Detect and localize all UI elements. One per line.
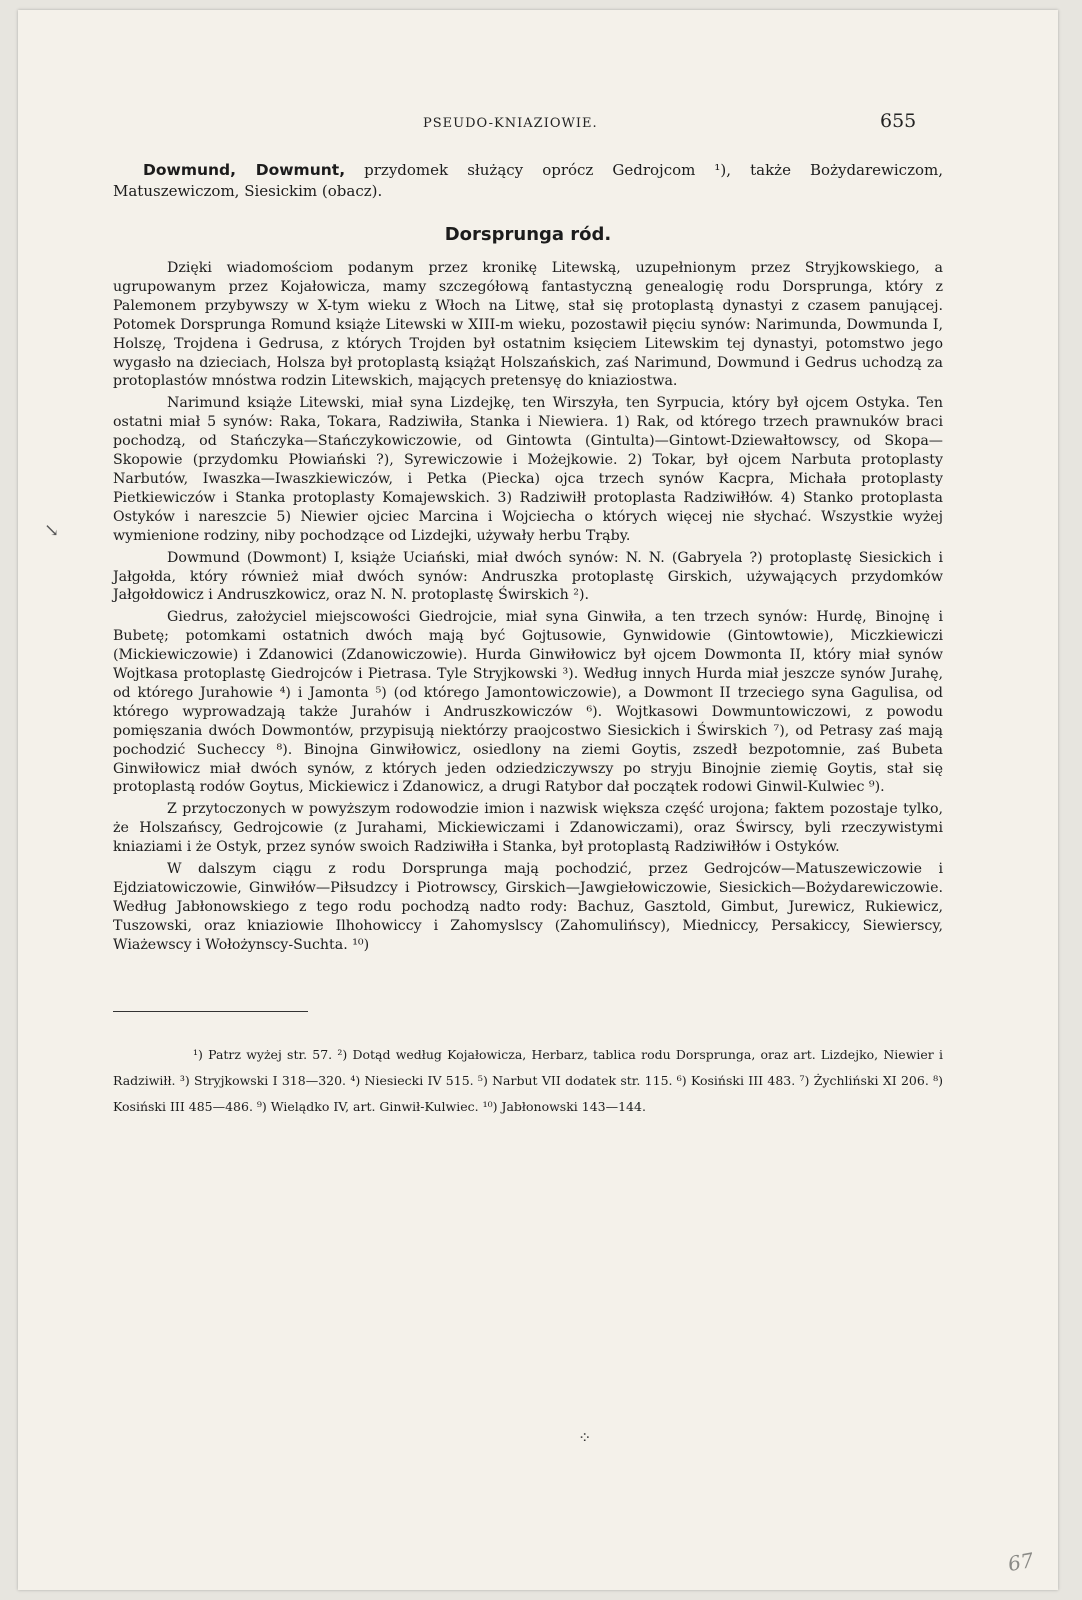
section-title: Dorsprunga ród. <box>444 224 612 245</box>
page-header <box>18 110 1058 140</box>
paragraph-descendants: W dalszym ciągu z rodu Dorsprunga mają pochodzić, przez Gedrojców—Matuszewiczowie i Ejdziatowiczowie, Ginwiłów—Piłsudzcy i Piotrowscy, Girskich—Jawgiełowiczowie, Siesickich—Bożydarewiczowie. Według Jabłonowskiego z tego rodu pochodzą nadto rody: Bachuz, Gasztold, Gimbut, Jurewicz, Rukiewicz, Tuszowski, oraz kniaziowie Ilhohowiccy i Zahomyslscy (Zahomulińscy), Miedniccy, Persakiccy, Siewierscy, Wiażewscy i Wołożynscy-Suchta. ¹⁰) <box>113 861 943 953</box>
paragraph-dowmund: Dowmund (Dowmont) I, książe Uciański, miał dwóch synów: N. N. (Gabryela ?) protoplastę Siesickich i Jałgołda, który również miał dwóch synów: Andruszka protoplastę Girskich, używających przydomków Jałgołdowicz i Andruszkowicz, oraz N. N. protoplastę Świrskich ²). <box>113 549 943 604</box>
footnotes <box>113 1042 943 1120</box>
print-mark-icon: ⁘ <box>578 1428 592 1447</box>
pencil-mark-icon: ↘ <box>44 520 60 541</box>
page-number: 655 <box>880 110 917 132</box>
dictionary-entry <box>113 160 943 202</box>
paragraph-origin: Dzięki wiadomościom podanym przez kronikę Litewską, uzupełnionym przez Stryjkowskiego, a ugrupowanym przez Kojałowicza, mamy szczegółową fantastyczną genealogię rodu Dorsprunga, który z Palemonem przybywszy w X-tym wieku z Włoch na Litwę, stał się protoplastą dynastyi z czasem panującej. Potomek Dorsprunga Romund książe Litewski w XIII-m wieku, pozostawił pięciu synów: Narimunda, Dowmunda I, Holszę, Trojdena i Gedrusa, z których Trojden był ostatnim księciem Litewskim tej dynastyi, potomstwo jego wygasło na dzieciach, Holsza był protoplastą książąt Holszańskich, zaś Narimund, Dowmund i Gedrus uchodzą za protoplastów mnóstwa rodzin Litewskich, mających pretensyę do kniaziostwa. <box>113 260 943 390</box>
paragraph-narimund: Narimund książe Litewski, miał syna Lizdejkę, ten Wirszyła, ten Syrpucia, który był ojcem Ostyka. Ten ostatni miał 5 synów: Raka, Tokara, Radziwiła, Stanka i Niewiera. 1) Rak, od którego trzech prawnuków braci pochodzą, od Stańczyka—Stańczykowiczowie, od Gintowta (Gintulta)—Gintowt-Dziewałtowscy, od Skopa—Skopowie (przydomku Płowiański ?), Syrewiczowie i Możejkowie. 2) Tokar, był ojcem Narbuta protoplasty Narbutów, Iwaszka—Iwaszkiewiczów, i Petka (Piecka) ojca trzech synów Kacpra, Michała protoplasty Pietkiewiczów i Stanka protoplasty Komajewskich. 3) Radziwiłł protoplasta Radziwiłłów. 4) Stanko protoplasta Ostyków i nareszcie 5) Niewier ojciec Marcina i Wojciecha o których więcej nie słychać. Wszystkie wyżej wymienione rodziny, niby pochodzące od Lizdejki, używały herbu Trąby. <box>113 395 943 544</box>
footnote-text: ¹) Patrz wyżej str. 57. ²) Dotąd według Kojałowicza, Herbarz, tablica rodu Dorsprunga, oraz art. Lizdejko, Niewier i Radziwiłł. ³) Stryjkowski I 318—320. ⁴) Niesiecki IV 515. ⁵) Narbut VII dodatek str. 115. ⁶) Kosiński III 483. ⁷) Żychliński XI 206. ⁸) Kosiński III 485—486. ⁹) Wielądko IV, art. Ginwił-Kulwiec. ¹⁰) Jabłonowski 143—144. <box>113 1046 943 1114</box>
running-head: PSEUDO-KNIAZIOWIE. <box>423 116 598 131</box>
paragraph-summary: Z przytoczonych w powyższym rodowodzie imion i nazwisk większa część urojona; faktem pozostaje tylko, że Holszańscy, Gedrojcowie (z Jurahami, Mickiewiczami i Zdanowiczami), oraz Świrscy, byli rzeczywistymi kniaziami i że Ostyk, przez synów swoich Radziwiłła i Stanka, był protoplastą Radziwiłłów i Ostyków. <box>113 801 943 856</box>
paragraph-giedrus: Giedrus, założyciel miejscowości Giedrojcie, miał syna Ginwiła, a ten trzech synów: Hurdę, Binojnę i Bubetę; potomkami ostatnich dwóch mają być Gojtusowie, Gynwidowie (Gintowtowie), Miczkiewiczi (Mickiewiczowie) i Zdanowici (Zdanowiczowie). Hurda Ginwiłowicz był ojcem Dowmonta II, który miał synów Wojtkasa protoplastę Giedrojców i Pietrasa. Tyle Stryjkowski ³). Według innych Hurda miał jeszcze synów Jurahę, od którego Jurahowie ⁴) i Jamonta ⁵) (od którego Jamontowiczowie), a Dowmont II trzeciego syna Gagulisa, od którego wyprowadzają także Jurahów i Andruszkowiczów ⁶). Wojtkasowi Dowmuntowiczowi, z powodu pomięszania dwóch Dowmontów, przypisują niektórzy praojcostwo Siesickich i Świrskich ⁷), od Petrasy zaś mają pochodzić Sucheccy ⁸). Binojna Ginwiłowicz, osiedlony na ziemi Goytis, zszedł bezpotomnie, zaś Bubeta Ginwiłowicz miał dwóch synów, z których jeden odziedziczywszy po stryju Binojnie ziemię Goytis, stał się protoplastą rodów Goytus, Mickiewicz i Zdanowicz, a drugi Ratybor dał początek rodowi Ginwil-Kulwiec ⁹). <box>113 609 943 796</box>
footnote-divider <box>113 1011 308 1012</box>
main-content <box>113 160 943 1120</box>
entry-text: przydomek służący oprócz Gedrojcom ¹), także Bożydarewiczom, Matuszewiczom, Siesickim (obacz). <box>113 161 944 200</box>
page-sheet <box>18 10 1058 1590</box>
entry-term: Dowmund, Dowmunt, <box>143 161 346 179</box>
handwritten-number: 67 <box>1006 1547 1036 1577</box>
